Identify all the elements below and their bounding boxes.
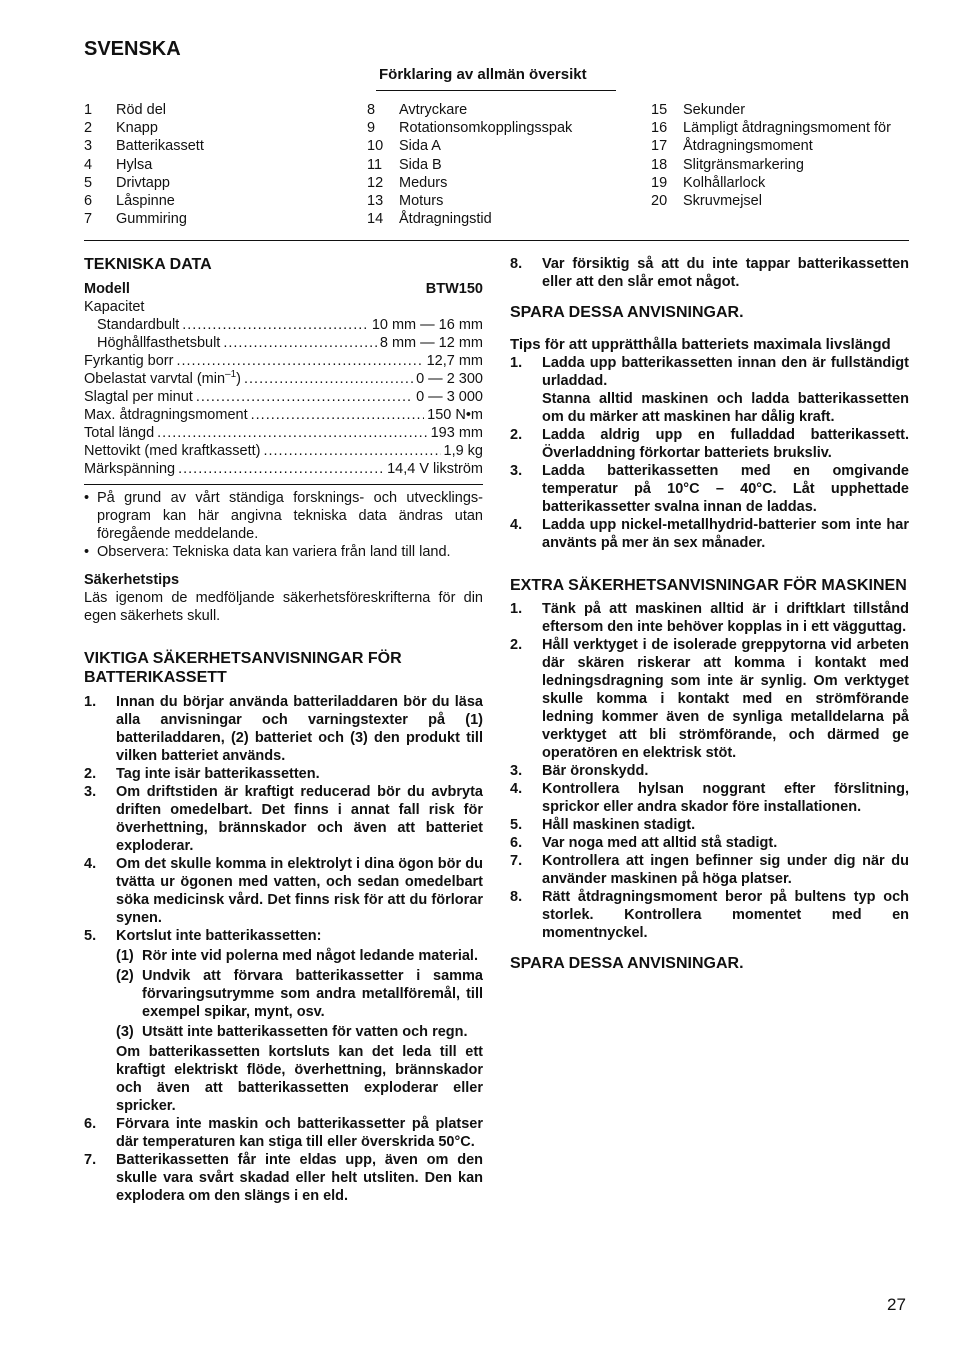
item-text: Ladda batterikassetten med en omgivande temperatur på 10°C – 40°C. Låt upphettade batterikassetter svalna innan de laddas. [542,463,909,515]
part-label: Gummiring [116,211,187,228]
list-item [510,636,909,762]
language-heading: SVENSKA [84,38,181,60]
part-label: Moturs [399,192,444,209]
leader-dots [178,460,384,478]
part-item [367,192,572,210]
item-text: Tag inte isär batterikassetten. [116,766,320,782]
part-number: 13 [367,192,384,209]
item-body [542,354,909,426]
note-text: Observera: Tekniska data kan variera från land till land. [97,544,451,560]
item-text: Förvara inte maskin och batterikassetter på platser där temperaturen kan stiga till eller överskrida 50°C. [116,1116,483,1150]
part-label: Rotationsomkopplingsspak [399,120,573,137]
part-label: Skruvmejsel [683,192,762,209]
tech-title: TEKNISKA DATA [84,256,212,273]
list-item [510,780,909,816]
part-number: 4 [84,156,93,173]
item-text: Håll verktyget i de isolerade greppytorna vid arbeten där skären riskerar att komma i kontakt med ledningsdragning som inte är synlig. Om verktyget skulle komma i kontakt med en strömförande ledning kommer även de synliga metalldelarna på verktyget att bli strömförande, och därmed ge operatören en elektrisk stöt. [542,637,909,761]
part-label: Batterikassett [116,138,204,155]
battery-item-8-list [510,255,909,291]
battery-safety-list [84,693,483,1205]
part-item [367,210,572,228]
list-item [84,1115,483,1151]
list-item [510,834,909,852]
list-item [84,765,483,783]
item-body [542,462,909,516]
part-label: Åtdragningsmoment [683,138,813,155]
part-number: 10 [367,138,384,155]
spec-label-text: Obelastat varvtal (min [84,371,226,387]
leader-dots [263,442,440,460]
part-number: 15 [651,102,668,118]
parts-column-2 [367,101,572,228]
spec-label-text: Max. åtdragningsmoment [84,407,248,423]
list-item [510,762,909,780]
part-label: Slitgränsmarkering [683,156,804,173]
spec-row [84,316,483,334]
item-text: Ladda aldrig upp en fulladdad batterikassett. Överladdning förkortar batteriets bruksliv. [542,427,909,461]
item-number: 2. [510,427,523,443]
spec-row [84,334,483,352]
leader-dots [223,334,377,352]
item-number: 7. [84,1152,97,1168]
parts-column-1 [84,101,204,228]
item-body [116,765,483,783]
extra-safety-list [510,600,909,942]
part-number: 8 [367,102,376,118]
sub-text: Rör inte vid polerna med något ledande material. [142,948,478,964]
part-number: 2 [84,120,93,137]
spec-row [84,388,483,406]
right-column [510,255,909,973]
item-body [116,927,483,1115]
safety-tips-text: Läs igenom de medföljande säkerhetsföreskrifterna för din egen säkerhets skull. [84,590,483,624]
item-body [116,1151,483,1205]
item-text: Tänk på att maskinen alltid är i driftklart tillstånd eftersom den inte behöver kopplas in i ett vägguttag. [542,601,909,635]
tech-rows [84,316,483,478]
part-item [367,156,572,174]
spec-value: 14,4 V likström [387,461,483,477]
item-text: Kontrollera att ingen befinner sig under dig när du använder maskinen på höga platser. [542,853,909,887]
tips-list [510,354,909,552]
extra-safety-title: EXTRA SÄKERHETSANVISNINGAR FÖR MASKINEN [510,577,907,594]
item-number: 4. [84,856,97,872]
part-number: 12 [367,174,384,191]
list-item [510,600,909,636]
part-number: 11 [367,156,383,173]
leader-dots [244,370,413,388]
part-label: Sekunder [683,102,746,118]
part-item [84,101,204,119]
item-text: Var noga med att alltid stå stadigt. [542,835,778,851]
section-divider [84,240,909,241]
bullet-icon: • [84,544,90,560]
battery-safety-title: VIKTIGA SÄKERHETSANVISNINGAR FÖR BATTERIKASSETT [84,650,402,686]
part-number: 16 [651,120,668,137]
item-text: Om det skulle komma in elektrolyt i dina ögon bör du tvätta ur ögonen med vatten, och sedan omedelbart söka medicinsk vård. Det finns risk för att du förlorar synen. [116,856,483,926]
sub-number: (2) [116,968,134,984]
part-number: 14 [367,211,384,228]
sub-item [116,967,483,1021]
part-number: 17 [651,138,668,155]
tips-title: Tips för att upprätthålla batteriets maximala livslängd [510,336,891,353]
sub-number: (3) [116,1024,134,1040]
item-number: 4. [510,781,523,797]
model-row [84,280,483,298]
list-item [510,255,909,291]
part-label: Låspinne [116,192,175,209]
leader-dots [157,424,427,442]
spec-label [84,406,248,424]
part-item [84,210,204,228]
part-label: Åtdragningstid [399,211,492,228]
list-item [510,816,909,834]
spec-label-tail: ) [236,371,241,387]
model-label: Modell [84,281,130,297]
spec-label [97,334,220,352]
spec-label-text: Nettovikt (med kraftkassett) [84,443,261,459]
item-body [116,1115,483,1151]
spec-label [84,424,154,442]
note-text: På grund av vårt ständiga forsknings- och utvecklings-program kan här angivna tekniska data ändras utan föregående meddelande. [97,490,483,542]
spec-label-text: Märkspänning [84,461,176,477]
part-label: Knapp [116,120,158,137]
item-text: Rätt åtdragningsmoment beror på bultens typ och storlek. Kontrollera momentet med en momentnyckel. [542,889,909,941]
spec-value: 1,9 kg [443,443,483,459]
item-number: 2. [510,637,523,653]
item-number: 1. [510,355,523,371]
part-label: Medurs [399,174,448,191]
part-number: 5 [84,174,93,191]
save-instructions-1: SPARA DESSA ANVISNINGAR. [510,304,744,321]
spec-value: 150 N•m [427,407,483,423]
item-body [542,426,909,462]
leader-dots [182,316,369,334]
list-item [84,783,483,855]
part-item [367,119,572,137]
spec-label [97,316,179,334]
item-number: 3. [510,463,523,479]
spec-row [84,352,483,370]
item-text: Kontrollera hylsan noggrant efter förslitning, sprickor eller andra skador före installationen. [542,781,909,815]
spec-row [84,424,483,442]
item-text: Håll maskinen stadigt. [542,817,696,833]
part-number: 19 [651,174,668,191]
capacity-label: Kapacitet [84,299,145,315]
item-number: 5. [84,928,97,944]
part-item [651,101,891,119]
part-item [84,137,204,155]
item-text: Bär öronskydd. [542,763,649,779]
list-item [84,855,483,927]
spec-value: 8 mm — 12 mm [379,335,483,351]
spec-value: 193 mm [430,425,483,441]
item-number: 5. [510,817,523,833]
item-body [116,693,483,765]
part-label: Kolhållarlock [683,174,766,191]
list-item [510,516,909,552]
item-number: 7. [510,853,523,869]
part-number: 9 [367,120,376,137]
spec-value: 0 — 3 000 [416,389,483,405]
item-number: 8. [510,256,523,272]
list-item [84,1151,483,1205]
item-extra: Stanna alltid maskinen och ladda batterikassetten om du märker att maskinen har dålig kraft. [542,391,909,425]
list-item [510,888,909,942]
overview-underline [376,90,616,91]
item-body [116,855,483,927]
part-label: Drivtapp [116,174,170,191]
part-item [84,174,204,192]
spec-value: 0 — 2 300 [416,371,483,387]
item-number: 3. [84,784,97,800]
spec-value: 10 mm — 16 mm [371,317,483,333]
spec-label [84,388,193,406]
item-body [542,516,909,552]
leader-dots [251,406,425,424]
part-label: Röd del [116,102,166,118]
sub-note: Om batterikassetten kortsluts kan det leda till ett kraftigt elektriskt flöde, överhettning, brännskador och även att batterikassetten exploderar eller spricker. [116,1044,483,1114]
list-item [510,354,909,426]
list-item [510,852,909,888]
spec-label-text: Höghållfasthetsbult [97,335,221,351]
spec-label-text: Standardbult [97,317,180,333]
part-item [651,174,891,192]
spec-label-text: Slagtal per minut [84,389,193,405]
list-item [510,426,909,462]
part-number: 3 [84,138,93,155]
part-number: 20 [651,192,668,209]
spec-row [84,442,483,460]
sub-text: Utsätt inte batterikassetten för vatten och regn. [142,1024,468,1040]
item-text: Var försiktig så att du inte tappar batterikassetten eller att den slår emot något. [542,256,909,290]
part-label: Hylsa [116,156,153,173]
leader-dots [176,352,423,370]
spec-row [84,460,483,478]
item-number: 2. [84,766,97,782]
part-number: 6 [84,192,93,209]
part-item [84,119,204,137]
note-item [84,489,483,543]
part-item [651,192,891,210]
item-text: Batterikassetten får inte eldas upp, även om den skulle vara svårt skadad eller helt utsliten. Den kan explodera om den slängs i en eld. [116,1152,483,1204]
item-body [116,783,483,855]
part-number: 18 [651,156,668,173]
item-number: 8. [510,889,523,905]
part-item [367,101,572,119]
spec-label-text: Total längd [84,425,155,441]
item-number: 6. [510,835,523,851]
spec-label [84,370,241,388]
item-number: 1. [510,601,523,617]
part-number: 1 [84,102,93,118]
list-item [84,693,483,765]
part-label: Avtryckare [399,102,468,118]
page-number: 27 [887,1295,906,1314]
list-item [84,927,483,1115]
item-text: Innan du börjar använda batteriladdaren bör du läsa alla anvisningar och varningstexter på (1) batteriladdaren, (2) batteriet och (3) den produkt till vilken batteriet används. [116,694,483,764]
save-instructions-2: SPARA DESSA ANVISNINGAR. [510,955,744,972]
list-item [510,462,909,516]
part-item [84,156,204,174]
part-item [651,137,891,155]
item-text: Ladda upp nickel-metallhydrid-batterier som inte har använts på mer än sex månader. [542,517,909,551]
part-label: Lämpligt åtdragningsmoment för [683,120,891,137]
item-number: 1. [84,694,97,710]
overview-title: Förklaring av allmän översikt [379,66,587,83]
item-number: 6. [84,1116,97,1132]
left-column [84,255,483,1205]
spec-row [84,370,483,388]
sub-item [116,947,483,965]
item-number: 4. [510,517,523,533]
part-number: 7 [84,211,93,228]
spec-label [84,442,260,460]
part-item [84,192,204,210]
sub-text: Undvik att förvara batterikassetter i samma förvaringsutrymme som andra metallföremål, till exempel spikar, mynt, osv. [142,968,483,1020]
item-text: Om driftstiden är kraftigt reducerad bör du avbryta driften omedelbart. Det finns i annat fall risk för överhettning, brännskador och även att batteriet exploderar. [116,784,483,854]
notes-divider [84,484,483,485]
part-item [651,119,891,137]
sub-number: (1) [116,948,134,964]
safety-tips-title: Säkerhetstips [84,572,180,588]
part-label: Sida A [399,138,441,155]
bullet-icon: • [84,490,90,506]
part-item [367,174,572,192]
spec-label-sup: –1 [225,369,237,381]
item-text: Ladda upp batterikassetten innan den är fullständigt urladdad. [542,355,909,389]
part-item [367,137,572,155]
part-item [651,156,891,174]
part-label: Sida B [399,156,442,173]
spec-row [84,406,483,424]
spec-label [84,460,175,478]
parts-column-3 [651,101,891,210]
item-text: Kortslut inte batterikassetten: [116,928,322,944]
spec-label [84,352,173,370]
spec-value: 12,7 mm [426,353,483,369]
sub-item [116,1023,483,1041]
spec-label-text: Fyrkantig borr [84,353,174,369]
leader-dots [196,388,413,406]
note-item [84,543,483,561]
item-number: 3. [510,763,523,779]
tech-notes [84,489,483,561]
model-value: BTW150 [425,281,483,297]
